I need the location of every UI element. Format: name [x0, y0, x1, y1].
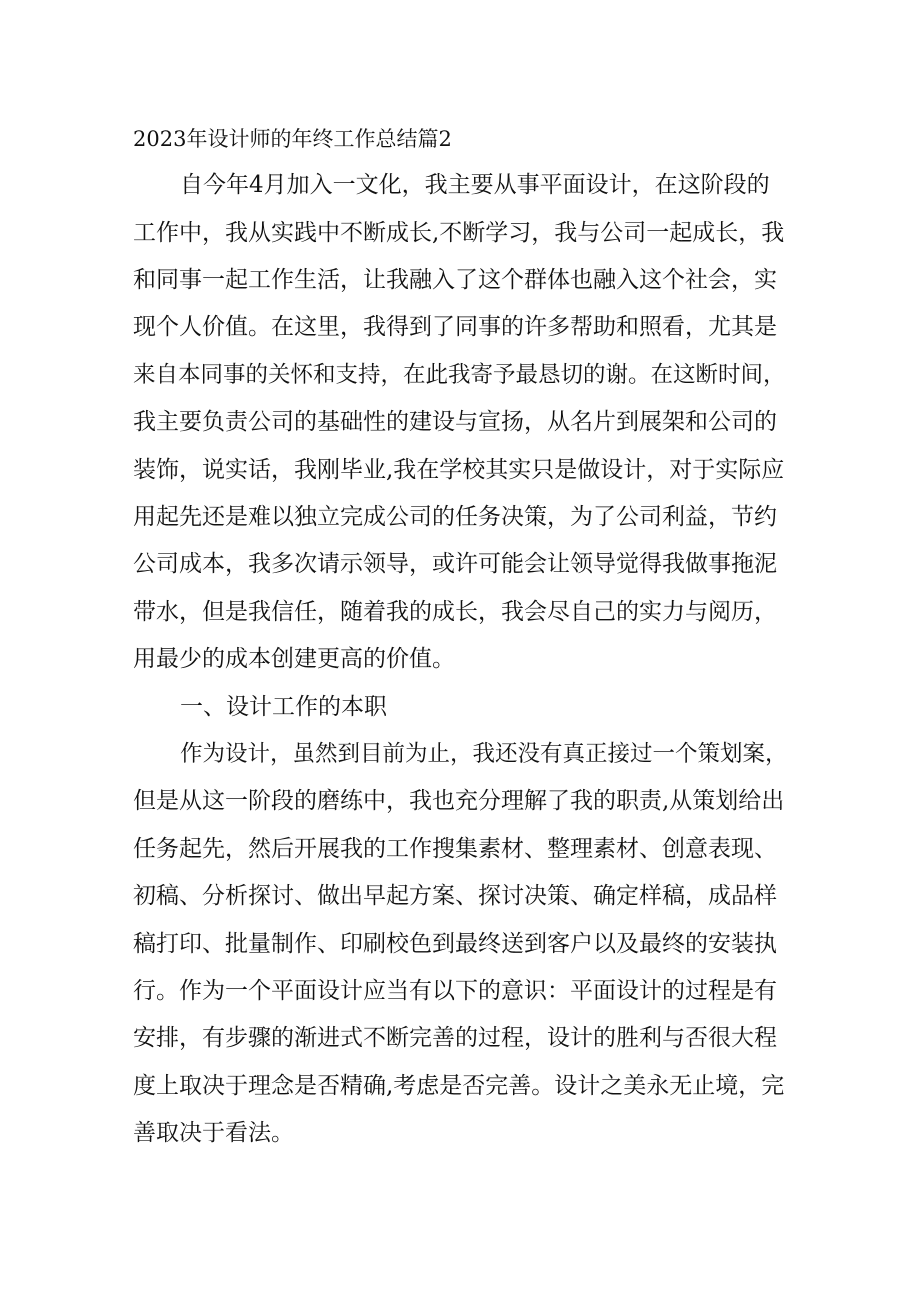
- paragraph-line: 和同事一起工作生活，让我融入了这个群体也融入这个社会，实: [133, 267, 777, 293]
- paragraph-line: 我主要负责公司的基础性的建设与宣扬，从名片到展架和公司的: [133, 409, 777, 435]
- paragraph-line: 公司成本，我多次请示领导，或许可能会让领导觉得我做事拖泥: [133, 551, 777, 577]
- paragraph-line: 来自本同事的关怀和支持，在此我寄予最恳切的谢。在这断时间，: [133, 362, 786, 388]
- paragraph-line: 安排，有步骤的渐进式不断完善的过程，设计的胜利与否很大程: [133, 1025, 777, 1051]
- document-title: 2023年设计师的年终工作总结篇2: [133, 127, 452, 151]
- paragraph-line: 任务起先，然后开展我的工作搜集素材、整理素材、创意表现、: [133, 836, 777, 862]
- paragraph-line: 装饰，说实话，我刚毕业,我在学校其实只是做设计，对于实际应: [133, 457, 785, 483]
- paragraph-line: 带水，但是我信任，随着我的成长，我会尽自己的实力与阅历，: [133, 599, 777, 625]
- section-heading: 一、设计工作的本职: [180, 694, 387, 720]
- paragraph-line: 但是从这一阶段的磨练中，我也充分理解了我的职责,从策划给出: [133, 788, 785, 814]
- paragraph-line: 作为设计，虽然到目前为止，我还没有真正接过一个策划案，: [180, 741, 788, 767]
- paragraph-line: 自今年4月加入一文化，我主要从事平面设计，在这阶段的: [180, 172, 770, 198]
- paragraph-line: 用最少的成本创建更高的价值。: [133, 646, 455, 672]
- paragraph-line: 工作中，我从实践中不断成长,不断学习，我与公司一起成长，我: [133, 220, 785, 246]
- paragraph-line: 用起先还是难以独立完成公司的任务决策，为了公司利益，节约: [133, 504, 777, 530]
- paragraph-line: 善取决于看法。: [133, 1120, 294, 1146]
- paragraph-line: 度上取决于理念是否精确,考虑是否完善。设计之美永无止境，完: [133, 1073, 785, 1099]
- paragraph-line: 稿打印、批量制作、印刷校色到最终送到客户以及最终的安装执: [133, 931, 777, 957]
- paragraph-line: 初稿、分析探讨、做出早起方案、探讨决策、确定样稿，成品样: [133, 883, 777, 909]
- paragraph-line: 现个人价值。在这里，我得到了同事的许多帮助和照看，尤其是: [133, 314, 777, 340]
- paragraph-line: 行。作为一个平面设计应当有以下的意识：平面设计的过程是有: [133, 978, 777, 1004]
